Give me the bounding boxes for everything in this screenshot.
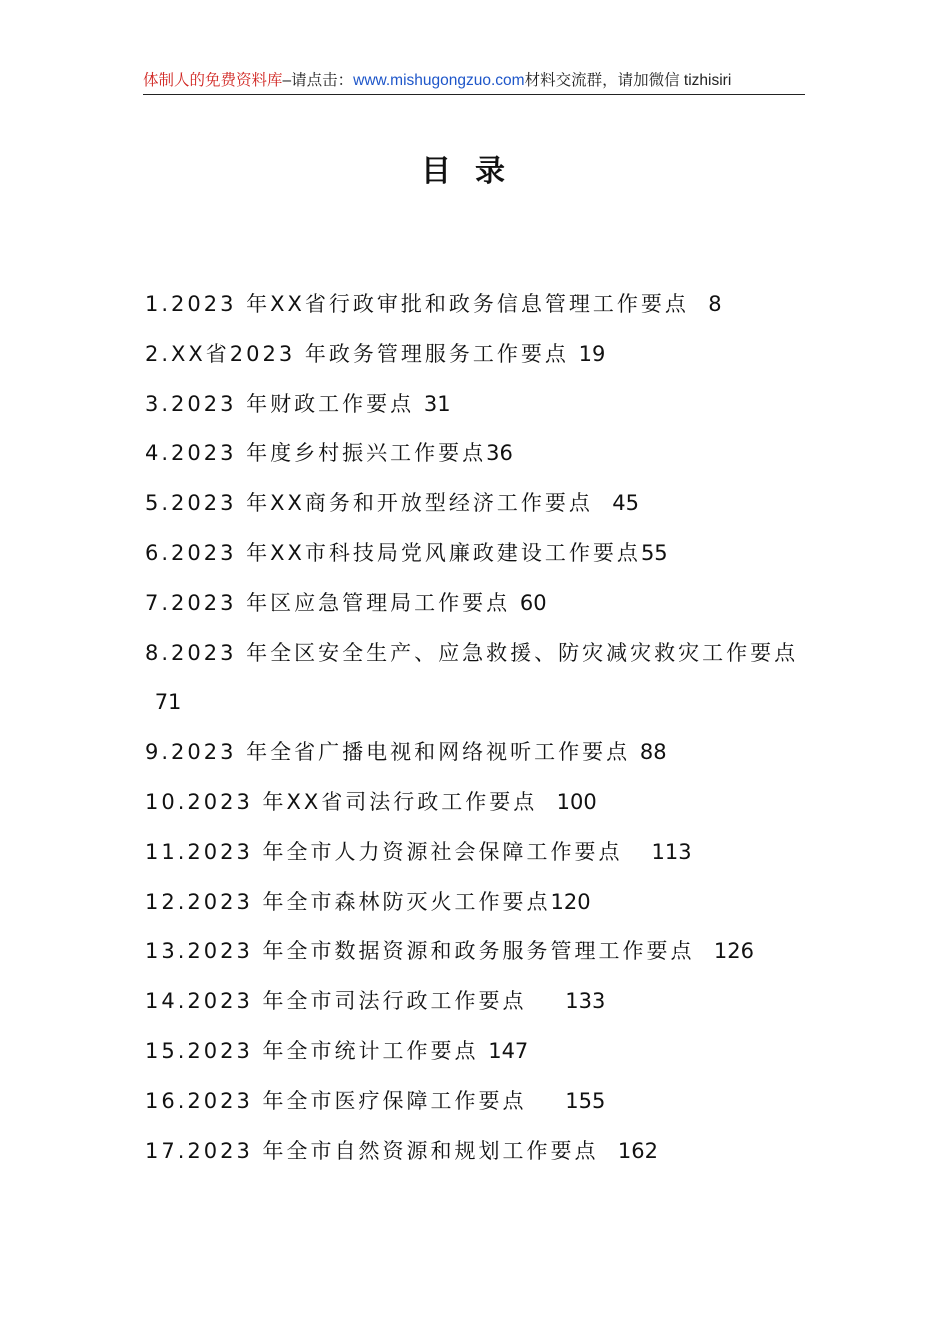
toc-entry-page: 31 bbox=[423, 391, 451, 416]
toc-entry-label: 6.2023 年XX市科技局党风廉政建设工作要点 bbox=[145, 540, 641, 565]
toc-entry-label: 12.2023 年全市森林防灭火工作要点 bbox=[145, 889, 551, 914]
toc-entry-label: 1.2023 年XX省行政审批和政务信息管理工作要点 bbox=[145, 292, 689, 316]
toc-entry-page: 60 bbox=[519, 590, 547, 615]
toc-entry-page: 36 bbox=[486, 441, 513, 466]
header-prompt: –请点击： bbox=[282, 72, 354, 89]
toc-entry[interactable] bbox=[145, 280, 810, 330]
toc-entry-page: 100 bbox=[556, 789, 597, 814]
toc-entry-label: 15.2023 年全市统计工作要点 bbox=[145, 1038, 479, 1063]
toc-entry-page: 126 bbox=[713, 939, 754, 964]
toc-entry[interactable] bbox=[145, 977, 810, 1027]
toc-entry-label: 5.2023 年XX商务和开放型经济工作要点 bbox=[145, 491, 593, 516]
toc-entry-page: 71 bbox=[154, 690, 182, 715]
toc-entry-label: 4.2023 年度乡村振兴工作要点 bbox=[145, 441, 487, 466]
toc-entry-page: 88 bbox=[639, 740, 667, 765]
toc-entry[interactable] bbox=[145, 579, 810, 629]
toc-entry-page: 147 bbox=[488, 1038, 529, 1063]
page-header bbox=[143, 68, 805, 95]
header-brand: 体制人的免费资料库 bbox=[143, 72, 283, 89]
toc-entry[interactable] bbox=[145, 380, 810, 430]
toc-entry-label: 8.2023 年全区安全生产、应急救援、防灾减灾救灾工作要点 bbox=[145, 640, 799, 665]
header-link[interactable]: www.mishugongzuo.com bbox=[353, 72, 525, 89]
toc-entry-page: 120 bbox=[550, 889, 591, 914]
toc-entry-label: 17.2023 年全市自然资源和规划工作要点 bbox=[145, 1138, 599, 1163]
toc-entry-label: 7.2023 年区应急管理局工作要点 bbox=[145, 590, 511, 615]
toc-entry-page: 155 bbox=[565, 1088, 606, 1113]
toc-entry-page: 8 bbox=[708, 292, 722, 316]
toc-entry[interactable] bbox=[145, 728, 810, 778]
toc-entry-label: 10.2023 年XX省司法行政工作要点 bbox=[145, 789, 538, 814]
toc-entry-label: 14.2023 年全市司法行政工作要点 bbox=[145, 989, 527, 1014]
toc-entry-page: 55 bbox=[640, 540, 668, 565]
toc-entry-label: 11.2023 年全市人力资源社会保障工作要点 bbox=[145, 839, 623, 864]
toc-entry-page: 19 bbox=[578, 341, 606, 366]
toc-entry[interactable] bbox=[145, 529, 810, 579]
table-of-contents bbox=[145, 280, 810, 1176]
toc-entry-label: 2.XX省2023 年政务管理服务工作要点 bbox=[145, 341, 569, 366]
toc-entry[interactable] bbox=[145, 878, 810, 928]
toc-entry[interactable] bbox=[145, 330, 810, 380]
toc-entry-page: 45 bbox=[612, 491, 640, 516]
toc-entry[interactable] bbox=[145, 927, 810, 977]
toc-entry[interactable] bbox=[145, 429, 810, 479]
toc-entry-page: 113 bbox=[651, 839, 692, 864]
toc-entry-label: 3.2023 年财政工作要点 bbox=[145, 391, 415, 416]
toc-entry-label: 9.2023 年全省广播电视和网络视听工作要点 bbox=[145, 740, 631, 765]
page-title: 目录 bbox=[421, 154, 529, 189]
toc-entry[interactable] bbox=[145, 828, 810, 878]
toc-entry-page: 162 bbox=[617, 1138, 658, 1163]
toc-entry[interactable] bbox=[145, 1127, 810, 1177]
toc-entry-label: 16.2023 年全市医疗保障工作要点 bbox=[145, 1088, 527, 1113]
toc-entry[interactable] bbox=[145, 479, 810, 529]
toc-entry[interactable] bbox=[145, 778, 810, 828]
toc-entry[interactable] bbox=[145, 1077, 810, 1127]
toc-entry-label: 13.2023 年全市数据资源和政务服务管理工作要点 bbox=[145, 939, 695, 964]
toc-entry-page: 133 bbox=[565, 989, 606, 1014]
toc-entry[interactable] bbox=[145, 1027, 810, 1077]
header-tail: 材料交流群，请加微信 tizhisiri bbox=[524, 72, 732, 89]
toc-entry[interactable] bbox=[145, 629, 810, 729]
